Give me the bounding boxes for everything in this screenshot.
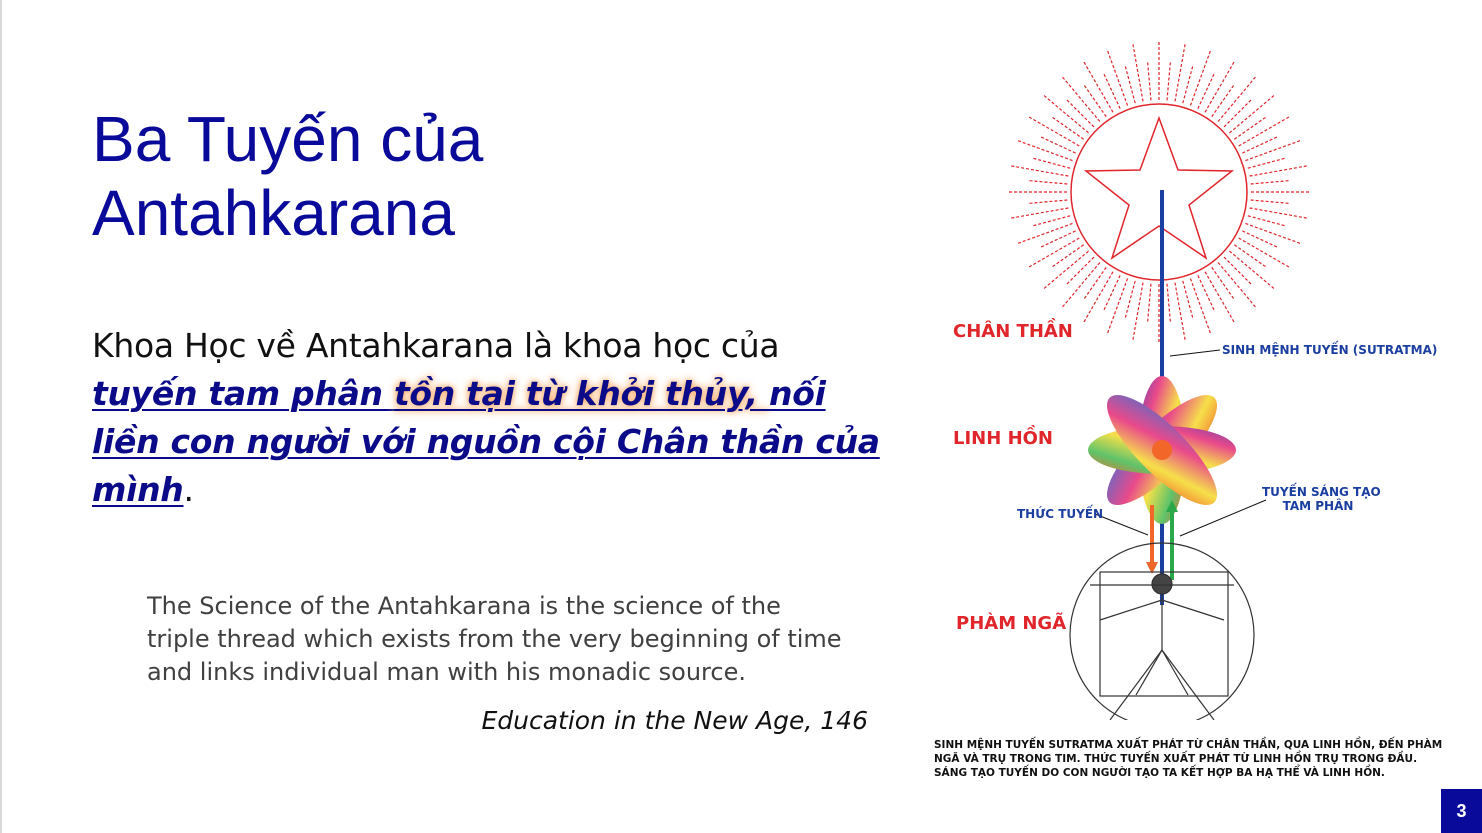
main-statement: [92, 322, 882, 514]
sun-ray: [1198, 72, 1215, 108]
statement-highlight: tồn tại từ khởi thủy,: [393, 374, 770, 413]
sun-ray: [1028, 180, 1068, 183]
sun-ray: [1190, 51, 1210, 106]
sun-ray: [1205, 62, 1234, 112]
monad-circle: [1071, 104, 1247, 280]
soul-lotus-icon: [1088, 376, 1236, 524]
sun-ray: [1029, 117, 1079, 146]
sun-ray: [1125, 281, 1135, 320]
creative-pointer: [1180, 500, 1266, 536]
sun-ray: [1251, 180, 1291, 183]
sun-ray: [1108, 51, 1128, 106]
label-personality: PHÀM NGÃ: [956, 613, 1067, 634]
sun-ray: [1242, 231, 1278, 248]
sun-ray: [1039, 136, 1075, 153]
sun-ray: [1018, 141, 1073, 161]
sun-ray: [1103, 72, 1120, 108]
statement-plain: Khoa Học về Antahkarana là khoa học của: [92, 326, 780, 365]
statement-emphasis: tuyến tam phân: [92, 374, 394, 413]
label-soul: LINH HỒN: [953, 428, 1053, 449]
sun-ray: [1224, 99, 1252, 127]
sun-ray: [1205, 272, 1234, 322]
sun-ray: [1103, 275, 1120, 311]
sun-ray: [1224, 257, 1252, 285]
sun-ray: [1125, 64, 1135, 103]
slide-title: [92, 102, 652, 250]
sun-ray: [1234, 245, 1267, 268]
sun-ray: [1245, 223, 1300, 243]
sun-ray: [1239, 238, 1289, 267]
sun-ray: [1018, 223, 1073, 243]
sun-ray: [1028, 200, 1068, 203]
sun-ray: [1147, 61, 1150, 101]
sun-ray: [1212, 267, 1235, 300]
label-consciousness-thread: THỨC TUYẾN: [1017, 507, 1104, 521]
slide-number: 3: [1441, 789, 1482, 833]
sun-ray: [1133, 283, 1143, 340]
sun-ray: [1248, 158, 1287, 168]
sun-ray: [1167, 61, 1170, 101]
sun-ray: [1183, 281, 1193, 320]
sun-ray: [1250, 166, 1307, 176]
sun-ray: [1083, 267, 1106, 300]
label-sutratma: SINH MỆNH TUYẾN (SUTRATMA): [1222, 343, 1438, 357]
label-creative-line-1: TUYẾN SÁNG TẠO: [1262, 485, 1381, 499]
statement-period: .: [183, 470, 194, 509]
sun-ray: [1084, 62, 1113, 112]
sun-ray: [1175, 283, 1185, 340]
sun-ray: [1133, 44, 1143, 101]
sun-ray: [1108, 278, 1128, 333]
sun-ray: [1147, 284, 1150, 324]
sun-ray: [1011, 166, 1068, 176]
sun-ray: [1175, 44, 1185, 101]
title-line-1: Ba Tuyến của: [92, 103, 484, 175]
sun-ray: [1051, 245, 1084, 268]
sun-ray: [1239, 117, 1289, 146]
sun-ray: [1031, 158, 1070, 168]
sun-ray: [1250, 208, 1307, 218]
sun-ray: [1039, 231, 1075, 248]
quote-line-1: The Science of the Antahkarana is the science of the: [147, 592, 781, 620]
quote-line-2: triple thread which exists from the very beginning of time: [147, 625, 842, 653]
label-creative-thread: [1262, 485, 1381, 513]
sun-ray: [1251, 200, 1291, 203]
label-monad: CHÂN THẦN: [953, 321, 1073, 342]
sun-ray: [1212, 84, 1235, 117]
english-quote: [147, 590, 887, 689]
sun-ray: [1245, 141, 1300, 161]
title-line-2: Antahkarana: [92, 177, 455, 249]
sun-ray: [1234, 116, 1267, 139]
sun-ray: [1051, 116, 1084, 139]
sutratma-pointer: [1170, 350, 1220, 356]
sun-ray: [1031, 216, 1070, 226]
sun-ray: [1011, 208, 1068, 218]
sun-ray: [1183, 64, 1193, 103]
sun-ray: [1066, 257, 1094, 285]
sun-ray: [1084, 272, 1113, 322]
sun-ray: [1029, 238, 1079, 267]
quote-line-3: and links individual man with his monadic source.: [147, 658, 746, 686]
quote-source: Education in the New Age, 146: [481, 706, 868, 735]
diagram-caption: SINH MỆNH TUYẾN SUTRATMA XUẤT PHÁT TỪ CHÂN THẦN, QUA LINH HỒN, ĐẾN PHÀM NGÃ VÀ TRỤ TRONG TIM. THỨC TUYẾN XUẤT PHÁT TỪ LINH HỒN TRỤ TRONG ĐẦU. SÁNG TẠO TUYẾN DO CON NGƯỜI TẠO TA KẾT HỢP BA HẠ THỂ VÀ LINH HỒN.: [934, 739, 1443, 779]
label-creative-line-2: TAM PHÂN: [1282, 499, 1354, 513]
statement-emphasis-end: nối liền con người với nguồn cội Chân thần của mình: [92, 374, 880, 509]
sun-ray: [1083, 84, 1106, 117]
sun-ray: [1066, 99, 1094, 127]
sun-ray: [1248, 216, 1287, 226]
sun-ray: [1198, 275, 1215, 311]
sun-ray: [1242, 136, 1278, 153]
sun-ray: [1167, 284, 1170, 324]
slide-left-border: [0, 0, 2, 833]
sun-ray: [1190, 278, 1210, 333]
